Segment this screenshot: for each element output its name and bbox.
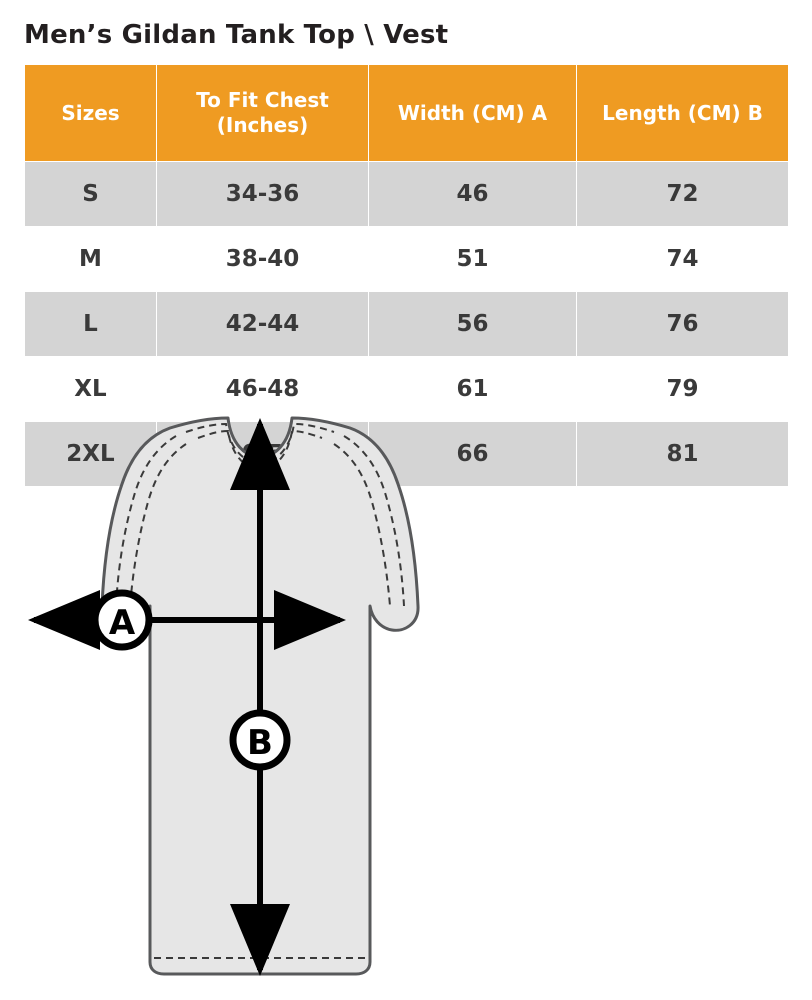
cell-length: 74: [577, 227, 789, 292]
cell-width: 66: [369, 422, 577, 487]
column-header-length: Length (CM) B: [577, 65, 789, 162]
column-header-sizes: Sizes: [25, 65, 157, 162]
cell-length: 72: [577, 162, 789, 227]
cell-length: 81: [577, 422, 789, 487]
table-row: [25, 227, 789, 292]
column-header-chest: To Fit Chest (Inches): [157, 65, 369, 162]
marker-b: [233, 713, 287, 767]
cell-chest: 34-36: [157, 162, 369, 227]
page-title: Men’s Gildan Tank Top \ Vest: [24, 20, 449, 50]
cell-width: 51: [369, 227, 577, 292]
table-header-row: [25, 65, 789, 162]
table-row: [25, 162, 789, 227]
garment-diagram: [0, 410, 812, 1000]
cell-size: L: [25, 292, 157, 357]
column-header-width: Width (CM) A: [369, 65, 577, 162]
marker-a-label: A: [108, 603, 136, 643]
cell-size: 2XL: [25, 422, 157, 487]
cell-size: XL: [25, 357, 157, 422]
cell-length: 79: [577, 357, 789, 422]
cell-length: 76: [577, 292, 789, 357]
cell-width: 56: [369, 292, 577, 357]
cell-chest: 42-44: [157, 292, 369, 357]
cell-size: M: [25, 227, 157, 292]
marker-a: [95, 593, 149, 647]
cell-chest: 38-40: [157, 227, 369, 292]
cell-chest: 46-48: [157, 357, 369, 422]
table-row: [25, 292, 789, 357]
cell-size: S: [25, 162, 157, 227]
cell-width: 61: [369, 357, 577, 422]
cell-width: 46: [369, 162, 577, 227]
marker-b-label: B: [247, 723, 273, 763]
